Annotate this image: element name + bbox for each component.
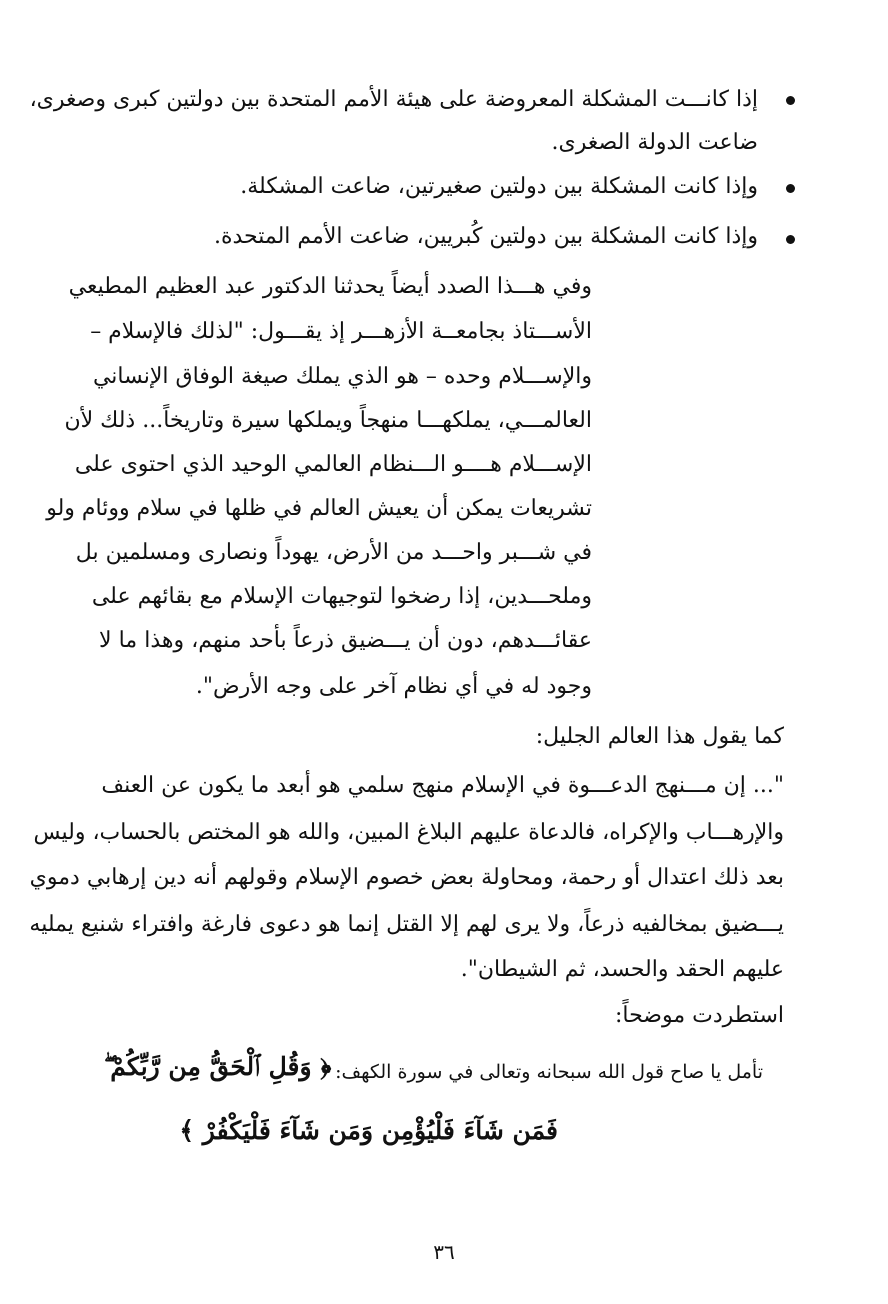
bullet-1-line-2: ضاعت الدولة الصغرى. [551, 130, 758, 155]
bullet-dot-3 [786, 235, 795, 244]
bullet-1-line-1: إذا كانـــت المشكلة المعروضة على هيئة الأمم المتحدة بين دولتين كبرى وصغرى، [29, 87, 758, 112]
second-quote-line-4: يـــضيق بمخالفيه ذرعاً، ولا يرى لهم إلا القتل إنما هو دعوى فارغة وافتراء شنيع يمليه [29, 912, 784, 937]
quote-line-5: الإســـلام هــــو الـــنظام العالمي الوحيد الذي احتوى على [74, 452, 592, 477]
digression-heading: استطردت موضحاً: [614, 1003, 784, 1028]
quote-line-1: وفي هـــذا الصدد أيضاً يحدثنا الدكتور عبد العظيم المطيعي [68, 274, 592, 299]
verse-line-1: ﴿ وَقُلِ ٱلْحَقُّ مِن رَّبِّكُمْ ۖ [104, 1052, 332, 1081]
intro-line: كما يقول هذا العالم الجليل: [535, 724, 784, 749]
bullet-dot-1 [786, 96, 795, 105]
quote-line-10: وجود له في أي نظام آخر على وجه الأرض". [195, 674, 592, 699]
bullet-2-line-1: وإذا كانت المشكلة بين دولتين صغيرتين، ضاعت المشكلة. [240, 174, 758, 199]
quote-line-9: عقائـــدهم، دون أن يـــضيق ذرعاً بأحد منهم، وهذا ما لا [99, 628, 592, 653]
quote-line-3: والإســـلام وحده – هو الذي يملك صيغة الوفاق الإنساني [92, 364, 592, 389]
quote-line-8: وملحـــدين، إذا رضخوا لتوجيهات الإسلام مع بقائهم على [91, 584, 592, 609]
verse-intro: تأمل يا صاح قول الله سبحانه وتعالى في سورة الكهف: [335, 1061, 763, 1083]
second-quote-line-1: "... إن مـــنهج الدعـــوة في الإسلام منهج سلمي هو أبعد ما يكون عن العنف [101, 773, 784, 798]
bullet-dot-2 [786, 184, 795, 193]
second-quote-line-2: والإرهـــاب والإكراه، فالدعاة عليهم البلاغ المبين، والله هو المختص بالحساب، وليس [33, 820, 784, 845]
verse-line-2: فَمَن شَآءَ فَلْيُؤْمِن وَمَن شَآءَ فَلْيَكْفُرْ ﴾ [179, 1116, 558, 1145]
second-quote-line-3: بعد ذلك اعتدال أو رحمة، ومحاولة بعض خصوم الإسلام وقولهم أنه دين إرهابي دموي [29, 865, 784, 890]
quote-line-7: في شـــبر واحـــد من الأرض، يهوداً ونصارى ومسلمين بل [75, 540, 592, 565]
bullet-3-line-1: وإذا كانت المشكلة بين دولتين كُبريين، ضاعت الأمم المتحدة. [213, 224, 758, 249]
second-quote-line-5: عليهم الحقد والحسد، ثم الشيطان". [460, 957, 784, 982]
quote-line-6: تشريعات يمكن أن يعيش العالم في ظلها في سلام ووئام ولو [46, 496, 592, 521]
quote-line-2: الأســـتاذ بجامعــة الأزهـــر إذ يقـــول: "لذلك فالإسلام – [90, 319, 592, 344]
page-number: ٣٦ [433, 1240, 455, 1264]
quote-line-4: العالمـــي، يملكهـــا منهجاً ويملكها سيرة وتاريخاً... ذلك لأن [64, 408, 592, 433]
